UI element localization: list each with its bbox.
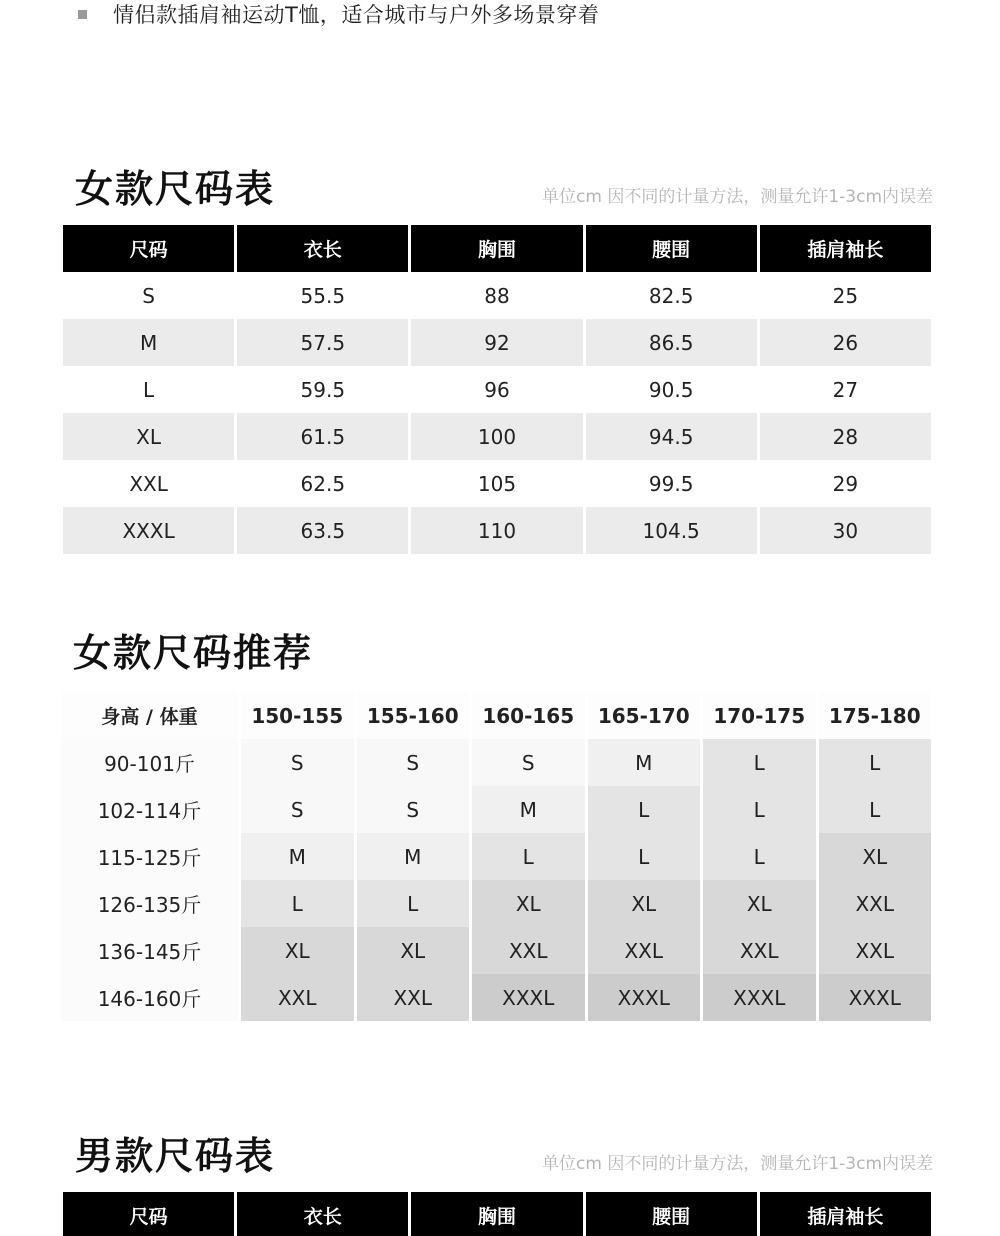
rec-cell: XL xyxy=(357,927,470,974)
rec-cell: L xyxy=(819,786,932,833)
header-size: 尺码 xyxy=(63,1192,234,1236)
cell: M xyxy=(63,319,234,366)
women-rec-title: 女款尺码推荐 xyxy=(73,631,314,675)
rec-cell: S xyxy=(241,786,354,833)
rec-cell: XL xyxy=(588,880,701,927)
header-waist: 腰围 xyxy=(586,225,757,272)
bullet-square-icon xyxy=(78,10,87,19)
rec-cell: L xyxy=(357,880,470,927)
rec-cell: XXL xyxy=(703,927,816,974)
rec-cell: XL xyxy=(819,833,932,880)
cell: 59.5 xyxy=(237,366,408,413)
rec-cell: L xyxy=(703,786,816,833)
cell: 90.5 xyxy=(586,366,757,413)
cell: XXXL xyxy=(63,507,234,554)
cell: 88 xyxy=(411,272,582,319)
height-header: 175-180 xyxy=(819,692,932,739)
weight-label: 146-160斤 xyxy=(61,974,238,1021)
rec-cell: XXXL xyxy=(588,974,701,1021)
rec-cell: M xyxy=(357,833,470,880)
rec-header-row xyxy=(61,692,931,739)
cell: XXL xyxy=(63,460,234,507)
rec-cell: M xyxy=(472,786,585,833)
cell: 63.5 xyxy=(237,507,408,554)
cell: 30 xyxy=(760,507,931,554)
cell: 96 xyxy=(411,366,582,413)
rec-cell: XXL xyxy=(357,974,470,1021)
cell: 61.5 xyxy=(237,413,408,460)
height-header: 160-165 xyxy=(472,692,585,739)
rec-cell: XL xyxy=(241,927,354,974)
rec-cell: L xyxy=(703,833,816,880)
cell: 105 xyxy=(411,460,582,507)
rec-corner-label: 身高 / 体重 xyxy=(61,692,238,739)
cell: S xyxy=(63,272,234,319)
intro-text: 情侣款插肩袖运动T恤，适合城市与户外多场景穿着 xyxy=(113,3,600,27)
women-size-title: 女款尺码表 xyxy=(75,167,276,211)
header-sleeve: 插肩袖长 xyxy=(760,1192,931,1236)
cell: L xyxy=(63,366,234,413)
cell: 57.5 xyxy=(237,319,408,366)
cell: 86.5 xyxy=(586,319,757,366)
table-row xyxy=(63,507,931,554)
table-row xyxy=(63,413,931,460)
rec-cell: L xyxy=(703,739,816,786)
cell: 100 xyxy=(411,413,582,460)
rec-cell: S xyxy=(472,739,585,786)
men-size-table xyxy=(60,1192,934,1236)
rec-cell: L xyxy=(241,880,354,927)
table-row xyxy=(63,272,931,319)
cell: 94.5 xyxy=(586,413,757,460)
rec-row xyxy=(61,880,931,927)
header-length: 衣长 xyxy=(237,225,408,272)
men-size-title: 男款尺码表 xyxy=(75,1134,276,1178)
weight-label: 126-135斤 xyxy=(61,880,238,927)
rec-row xyxy=(61,786,931,833)
women-size-table xyxy=(60,225,934,554)
rec-cell: XL xyxy=(472,880,585,927)
header-sleeve: 插肩袖长 xyxy=(760,225,931,272)
rec-cell: L xyxy=(819,739,932,786)
weight-label: 102-114斤 xyxy=(61,786,238,833)
weight-label: 90-101斤 xyxy=(61,739,238,786)
rec-cell: XXXL xyxy=(703,974,816,1021)
height-header: 150-155 xyxy=(241,692,354,739)
rec-row xyxy=(61,927,931,974)
cell: 92 xyxy=(411,319,582,366)
rec-cell: S xyxy=(357,739,470,786)
height-header: 165-170 xyxy=(588,692,701,739)
table-header-row xyxy=(63,1192,931,1236)
weight-label: 136-145斤 xyxy=(61,927,238,974)
rec-cell: L xyxy=(588,833,701,880)
rec-cell: XXL xyxy=(819,927,932,974)
header-length: 衣长 xyxy=(237,1192,408,1236)
header-waist: 腰围 xyxy=(586,1192,757,1236)
rec-cell: M xyxy=(588,739,701,786)
cell: 26 xyxy=(760,319,931,366)
cell: 29 xyxy=(760,460,931,507)
height-header: 170-175 xyxy=(703,692,816,739)
rec-cell: M xyxy=(241,833,354,880)
cell: 28 xyxy=(760,413,931,460)
rec-cell: XL xyxy=(703,880,816,927)
cell: 62.5 xyxy=(237,460,408,507)
height-header: 155-160 xyxy=(357,692,470,739)
table-row xyxy=(63,366,931,413)
cell: XL xyxy=(63,413,234,460)
rec-cell: XXXL xyxy=(472,974,585,1021)
women-size-note: 单位cm 因不同的计量方法，测量允许1-3cm内误差 xyxy=(542,187,933,207)
men-size-note: 单位cm 因不同的计量方法，测量允许1-3cm内误差 xyxy=(542,1154,933,1174)
header-size: 尺码 xyxy=(63,225,234,272)
cell: 27 xyxy=(760,366,931,413)
header-chest: 胸围 xyxy=(411,225,582,272)
weight-label: 115-125斤 xyxy=(61,833,238,880)
rec-cell: S xyxy=(357,786,470,833)
rec-row xyxy=(61,974,931,1021)
table-row xyxy=(63,319,931,366)
rec-cell: XXL xyxy=(472,927,585,974)
rec-row xyxy=(61,739,931,786)
table-row xyxy=(63,460,931,507)
rec-row xyxy=(61,833,931,880)
cell: 104.5 xyxy=(586,507,757,554)
cell: 99.5 xyxy=(586,460,757,507)
intro-bullet xyxy=(78,0,599,28)
rec-cell: XXL xyxy=(241,974,354,1021)
rec-cell: L xyxy=(472,833,585,880)
cell: 110 xyxy=(411,507,582,554)
rec-cell: S xyxy=(241,739,354,786)
rec-cell: XXL xyxy=(819,880,932,927)
women-rec-table xyxy=(58,692,934,1021)
header-chest: 胸围 xyxy=(411,1192,582,1236)
rec-cell: L xyxy=(588,786,701,833)
rec-cell: XXXL xyxy=(819,974,932,1021)
rec-cell: XXL xyxy=(588,927,701,974)
cell: 82.5 xyxy=(586,272,757,319)
cell: 55.5 xyxy=(237,272,408,319)
table-header-row xyxy=(63,225,931,272)
cell: 25 xyxy=(760,272,931,319)
